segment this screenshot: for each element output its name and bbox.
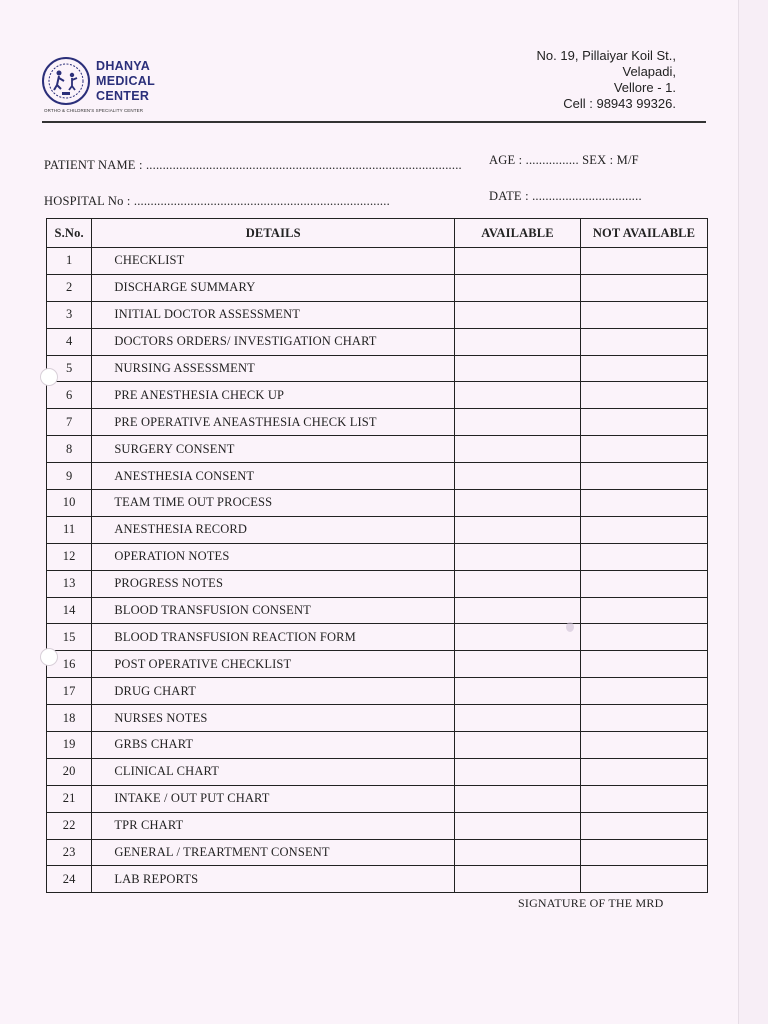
table-row bbox=[47, 463, 708, 490]
available-cell[interactable] bbox=[455, 355, 581, 382]
clinic-logo bbox=[40, 55, 180, 120]
table-row bbox=[47, 328, 708, 355]
row-sno: 17 bbox=[47, 678, 92, 705]
row-sno: 16 bbox=[47, 651, 92, 678]
row-sno: 18 bbox=[47, 705, 92, 732]
table-row bbox=[47, 839, 708, 866]
table-row bbox=[47, 651, 708, 678]
row-sno: 24 bbox=[47, 866, 92, 893]
row-detail: GRBS CHART bbox=[92, 732, 455, 759]
table-row bbox=[47, 355, 708, 382]
age-sex-field[interactable]: AGE : ................ SEX : M/F bbox=[489, 153, 639, 167]
not-available-cell[interactable] bbox=[581, 651, 708, 678]
row-sno: 12 bbox=[47, 543, 92, 570]
logo-emblem-icon bbox=[42, 57, 90, 105]
row-sno: 14 bbox=[47, 597, 92, 624]
row-sno: 7 bbox=[47, 409, 92, 436]
punch-hole bbox=[40, 368, 58, 386]
row-detail: NURSES NOTES bbox=[92, 705, 455, 732]
table-row bbox=[47, 516, 708, 543]
table-row bbox=[47, 382, 708, 409]
available-cell[interactable] bbox=[455, 678, 581, 705]
row-sno: 9 bbox=[47, 463, 92, 490]
row-detail: LAB REPORTS bbox=[92, 866, 455, 893]
not-available-cell[interactable] bbox=[581, 597, 708, 624]
logo-wordmark bbox=[96, 59, 155, 104]
table-row bbox=[47, 678, 708, 705]
not-available-cell[interactable] bbox=[581, 758, 708, 785]
row-detail: TEAM TIME OUT PROCESS bbox=[92, 490, 455, 517]
row-detail: CLINICAL CHART bbox=[92, 758, 455, 785]
available-cell[interactable] bbox=[455, 570, 581, 597]
not-available-cell[interactable] bbox=[581, 490, 708, 517]
table-row bbox=[47, 785, 708, 812]
address-line-3: Vellore - 1. bbox=[613, 80, 676, 95]
header-sno: S.No. bbox=[47, 219, 92, 248]
row-detail: PRE ANESTHESIA CHECK UP bbox=[92, 382, 455, 409]
available-cell[interactable] bbox=[455, 624, 581, 651]
logo-line-2: MEDICAL bbox=[96, 74, 156, 88]
row-sno: 3 bbox=[47, 301, 92, 328]
table-row bbox=[47, 705, 708, 732]
row-detail: BLOOD TRANSFUSION REACTION FORM bbox=[92, 624, 455, 651]
row-detail: DOCTORS ORDERS/ INVESTIGATION CHART bbox=[92, 328, 455, 355]
not-available-cell[interactable] bbox=[581, 328, 708, 355]
not-available-cell[interactable] bbox=[581, 355, 708, 382]
available-cell[interactable] bbox=[455, 758, 581, 785]
not-available-cell[interactable] bbox=[581, 248, 708, 275]
logo-tagline: ORTHO & CHILDREN'S SPECIALITY CENTER bbox=[44, 108, 144, 113]
row-detail: CHECKLIST bbox=[92, 248, 455, 275]
table-row bbox=[47, 597, 708, 624]
table-row bbox=[47, 301, 708, 328]
table-row bbox=[47, 543, 708, 570]
available-cell[interactable] bbox=[455, 248, 581, 275]
documents-checklist-table bbox=[46, 218, 708, 893]
not-available-cell[interactable] bbox=[581, 409, 708, 436]
mrd-signature-label: SIGNATURE OF THE MRD bbox=[518, 896, 664, 910]
row-detail: OPERATION NOTES bbox=[92, 543, 455, 570]
not-available-cell[interactable] bbox=[581, 678, 708, 705]
not-available-cell[interactable] bbox=[581, 785, 708, 812]
available-cell[interactable] bbox=[455, 543, 581, 570]
table-row bbox=[47, 866, 708, 893]
table-row bbox=[47, 490, 708, 517]
available-cell[interactable] bbox=[455, 436, 581, 463]
row-detail: GENERAL / TREARTMENT CONSENT bbox=[92, 839, 455, 866]
row-sno: 15 bbox=[47, 624, 92, 651]
row-detail: ANESTHESIA RECORD bbox=[92, 516, 455, 543]
row-detail: PRE OPERATIVE ANEASTHESIA CHECK LIST bbox=[92, 409, 455, 436]
row-sno: 22 bbox=[47, 812, 92, 839]
row-sno: 6 bbox=[47, 382, 92, 409]
not-available-cell[interactable] bbox=[581, 624, 708, 651]
header-details: DETAILS bbox=[92, 219, 455, 248]
row-sno: 10 bbox=[47, 490, 92, 517]
not-available-cell[interactable] bbox=[581, 866, 708, 893]
not-available-cell[interactable] bbox=[581, 301, 708, 328]
available-cell[interactable] bbox=[455, 463, 581, 490]
logo-line-3: CENTER bbox=[96, 89, 150, 103]
paper-smudge bbox=[566, 622, 574, 632]
available-cell[interactable] bbox=[455, 597, 581, 624]
row-detail: BLOOD TRANSFUSION CONSENT bbox=[92, 597, 455, 624]
row-detail: NURSING ASSESSMENT bbox=[92, 355, 455, 382]
date-field[interactable]: DATE : ................................. bbox=[489, 189, 642, 203]
table-row bbox=[47, 248, 708, 275]
row-detail: DRUG CHART bbox=[92, 678, 455, 705]
available-cell[interactable] bbox=[455, 705, 581, 732]
table-row bbox=[47, 570, 708, 597]
available-cell[interactable] bbox=[455, 301, 581, 328]
table-row bbox=[47, 436, 708, 463]
row-sno: 8 bbox=[47, 436, 92, 463]
row-detail: INTAKE / OUT PUT CHART bbox=[92, 785, 455, 812]
available-cell[interactable] bbox=[455, 732, 581, 759]
available-cell[interactable] bbox=[455, 651, 581, 678]
header-divider bbox=[42, 121, 706, 123]
available-cell[interactable] bbox=[455, 328, 581, 355]
available-cell[interactable] bbox=[455, 409, 581, 436]
table-row bbox=[47, 812, 708, 839]
available-cell[interactable] bbox=[455, 812, 581, 839]
not-available-cell[interactable] bbox=[581, 463, 708, 490]
table-row bbox=[47, 758, 708, 785]
row-sno: 11 bbox=[47, 516, 92, 543]
not-available-cell[interactable] bbox=[581, 382, 708, 409]
row-detail: TPR CHART bbox=[92, 812, 455, 839]
not-available-cell[interactable] bbox=[581, 543, 708, 570]
punch-hole bbox=[40, 648, 58, 666]
available-cell[interactable] bbox=[455, 785, 581, 812]
logo-line-1: DHANYA bbox=[96, 59, 151, 73]
row-sno: 1 bbox=[47, 248, 92, 275]
patient-name-field[interactable]: PATIENT NAME : ............................................................................................... bbox=[44, 158, 462, 172]
not-available-cell[interactable] bbox=[581, 516, 708, 543]
address-line-4: Cell : 98943 99326. bbox=[563, 96, 676, 111]
not-available-cell[interactable] bbox=[581, 732, 708, 759]
row-sno: 2 bbox=[47, 274, 92, 301]
table-row bbox=[47, 274, 708, 301]
address-line-1: No. 19, Pillaiyar Koil St., bbox=[536, 48, 676, 63]
table-header-row bbox=[47, 219, 708, 248]
clinic-address bbox=[537, 48, 676, 112]
row-sno: 21 bbox=[47, 785, 92, 812]
hospital-no-field[interactable]: HOSPITAL No : ............................................................................. bbox=[44, 194, 390, 208]
row-detail: SURGERY CONSENT bbox=[92, 436, 455, 463]
row-detail: POST OPERATIVE CHECKLIST bbox=[92, 651, 455, 678]
address-line-2: Velapadi, bbox=[622, 64, 676, 79]
row-detail: INITIAL DOCTOR ASSESSMENT bbox=[92, 301, 455, 328]
row-sno: 19 bbox=[47, 732, 92, 759]
not-available-cell[interactable] bbox=[581, 839, 708, 866]
table-row bbox=[47, 732, 708, 759]
available-cell[interactable] bbox=[455, 866, 581, 893]
available-cell[interactable] bbox=[455, 839, 581, 866]
header-not-available: NOT AVAILABLE bbox=[581, 219, 708, 248]
row-detail: PROGRESS NOTES bbox=[92, 570, 455, 597]
not-available-cell[interactable] bbox=[581, 274, 708, 301]
available-cell[interactable] bbox=[455, 382, 581, 409]
row-sno: 20 bbox=[47, 758, 92, 785]
row-sno: 13 bbox=[47, 570, 92, 597]
available-cell[interactable] bbox=[455, 274, 581, 301]
not-available-cell[interactable] bbox=[581, 570, 708, 597]
not-available-cell[interactable] bbox=[581, 705, 708, 732]
row-sno: 23 bbox=[47, 839, 92, 866]
table-row bbox=[47, 624, 708, 651]
row-sno: 5 bbox=[47, 355, 92, 382]
not-available-cell[interactable] bbox=[581, 812, 708, 839]
not-available-cell[interactable] bbox=[581, 436, 708, 463]
header-available: AVAILABLE bbox=[455, 219, 581, 248]
table-row bbox=[47, 409, 708, 436]
available-cell[interactable] bbox=[455, 516, 581, 543]
row-sno: 4 bbox=[47, 328, 92, 355]
available-cell[interactable] bbox=[455, 490, 581, 517]
row-detail: DISCHARGE SUMMARY bbox=[92, 274, 455, 301]
row-detail: ANESTHESIA CONSENT bbox=[92, 463, 455, 490]
